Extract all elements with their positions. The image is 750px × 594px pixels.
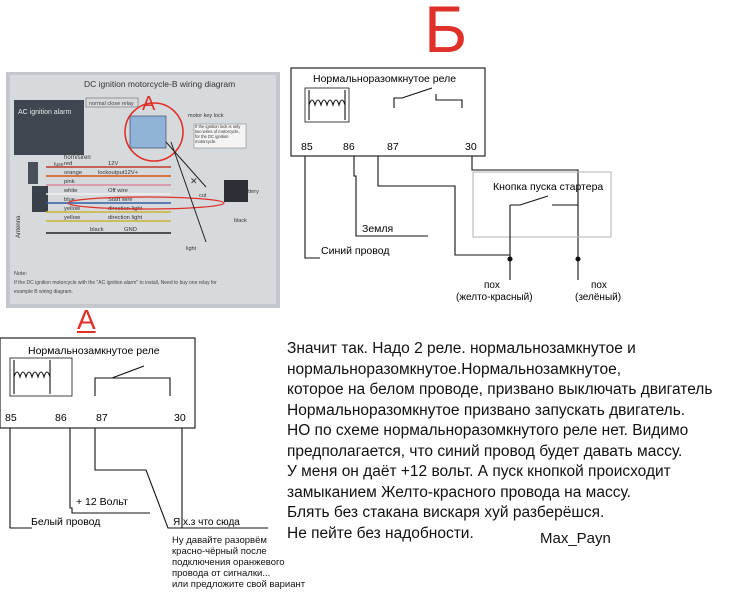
wire-pink-name: pink: [64, 179, 75, 185]
wire-black-name: black: [90, 227, 104, 233]
photo-note-2: example B wiring diagram.: [14, 289, 73, 295]
photo-title: DC ignition motorcycle-B wiring diagram: [84, 79, 236, 89]
blue-wire-label: Синий провод: [321, 245, 390, 257]
pox2-sublabel: (зелёный): [575, 292, 622, 303]
nc-relay-title: Нормальнозамкнутое реле: [28, 345, 160, 357]
diagram-b-letter: Б: [424, 0, 468, 66]
commentary-line: Блять без стакана вискаря хуй разберёшся.: [287, 504, 605, 521]
suggestion-line-1: Ну давайте разорвём: [172, 535, 267, 546]
suggestion-line-5: или предложите свой вариант: [172, 579, 306, 590]
white-wire-label: Белый провод: [31, 516, 101, 528]
commentary-line: Нормальноразомкнутое призвано запускать двигатель.: [287, 401, 686, 419]
commentary-line: НО по схеме нормальноразомкнутого реле нет. Видимо: [287, 422, 689, 439]
wire-orange-label: lockoutput12V+: [98, 170, 139, 176]
no-pin-86: 86: [343, 141, 355, 153]
commentary-line: нормальноразомкнутое.Нормальнозамкнутое,: [287, 360, 621, 378]
commentary-text: [287, 339, 747, 544]
wire-yellow2-label: direction light: [108, 215, 143, 221]
diagram-a-letter: А: [77, 304, 96, 335]
suggestion-line-4: провода от сигналки...: [172, 568, 271, 579]
photo-note-1: If the DC ignition motorcycle with the "AC ignition alarm" to install, Need to buy one relay for: [14, 280, 217, 286]
wire-blue-label: Start wire: [108, 197, 133, 203]
wire-white-label: Off wire: [108, 188, 128, 194]
photo-note: Note:: [14, 271, 28, 277]
photo-battery: battery: [242, 189, 259, 195]
commentary-line: замыканием Желто-красного провода на массу.: [287, 483, 631, 501]
wire-red-name: red: [64, 161, 73, 167]
wire-white-name: white: [64, 188, 78, 194]
photo-block-label: AC ignition alarm: [18, 109, 72, 116]
nc-relay-contact: [95, 366, 170, 396]
photo-relay-box-label: normal close relay: [89, 101, 134, 107]
commentary-line: Значит так. Надо 2 реле. нормальнозамкнутое и: [287, 340, 636, 357]
svg-text:✕: ✕: [190, 176, 198, 186]
nc-pin-85: 85: [5, 412, 17, 424]
photo-cut: cut: [199, 193, 207, 199]
ground-label: Земля: [362, 223, 394, 235]
wire-yellow2-name: yellow: [64, 215, 81, 221]
no-relay-coil: [309, 90, 345, 120]
suggestion-line-2: красно-чёрный после: [172, 546, 267, 557]
commentary-line: которое на белом проводе, призвано выключать двигатель: [287, 381, 713, 398]
photo-fuse: fuse: [54, 162, 64, 168]
photo-light: light: [186, 246, 197, 252]
photo-horn: horn/siren: [64, 155, 91, 161]
starter-button-title: Кнопка пуска стартера: [493, 181, 604, 193]
suggestion-line-3: подключения оранжевого: [172, 557, 285, 568]
no-pin-85: 85: [301, 141, 313, 153]
pox1-label: пох: [484, 280, 500, 291]
commentary-line: У меня он даёт +12 вольт. А пуск кнопкой происходит: [287, 463, 671, 480]
nc-pin-86: 86: [55, 412, 67, 424]
pox2-label: пох: [591, 280, 607, 291]
plus12-label: + 12 Вольт: [76, 496, 128, 508]
commentary-line: Не пейте без надобности.: [287, 524, 474, 542]
callout-a: A: [142, 93, 156, 115]
wire-red-label: 12V: [108, 161, 119, 167]
signature: Max_Payn: [540, 530, 611, 547]
nc-pin-30: 30: [174, 412, 186, 424]
photo-key-lock: motor key lock: [188, 113, 224, 119]
nc-pin-87: 87: [96, 412, 108, 424]
pox1-sublabel: (желто-красный): [456, 292, 533, 303]
wire-blue-name: blue: [64, 197, 75, 203]
no-relay-contact: [394, 88, 462, 108]
wire-black-label: GND: [124, 227, 137, 233]
no-pin-30: 30: [465, 141, 477, 153]
photo-antenna: Antenna: [16, 215, 22, 238]
wire-orange-name: orange: [64, 170, 83, 176]
unsure-label: Я х.з что сюда: [173, 517, 240, 528]
svg-text:black: black: [234, 218, 247, 224]
nc-relay-coil: [14, 360, 50, 394]
photo-key-note: If the ignition lock is only two wires of motorcycle, for the DC ignition motorcycle.: [195, 124, 241, 144]
no-pin-87: 87: [387, 141, 399, 153]
no-relay-title: Нормальноразомкнутое реле: [313, 73, 457, 85]
wire-yellow-name: yellow: [64, 206, 81, 212]
commentary-line: предполагается, что синий провод будет давать массу.: [287, 442, 683, 460]
wire-yellow-label: direction light: [108, 206, 143, 212]
